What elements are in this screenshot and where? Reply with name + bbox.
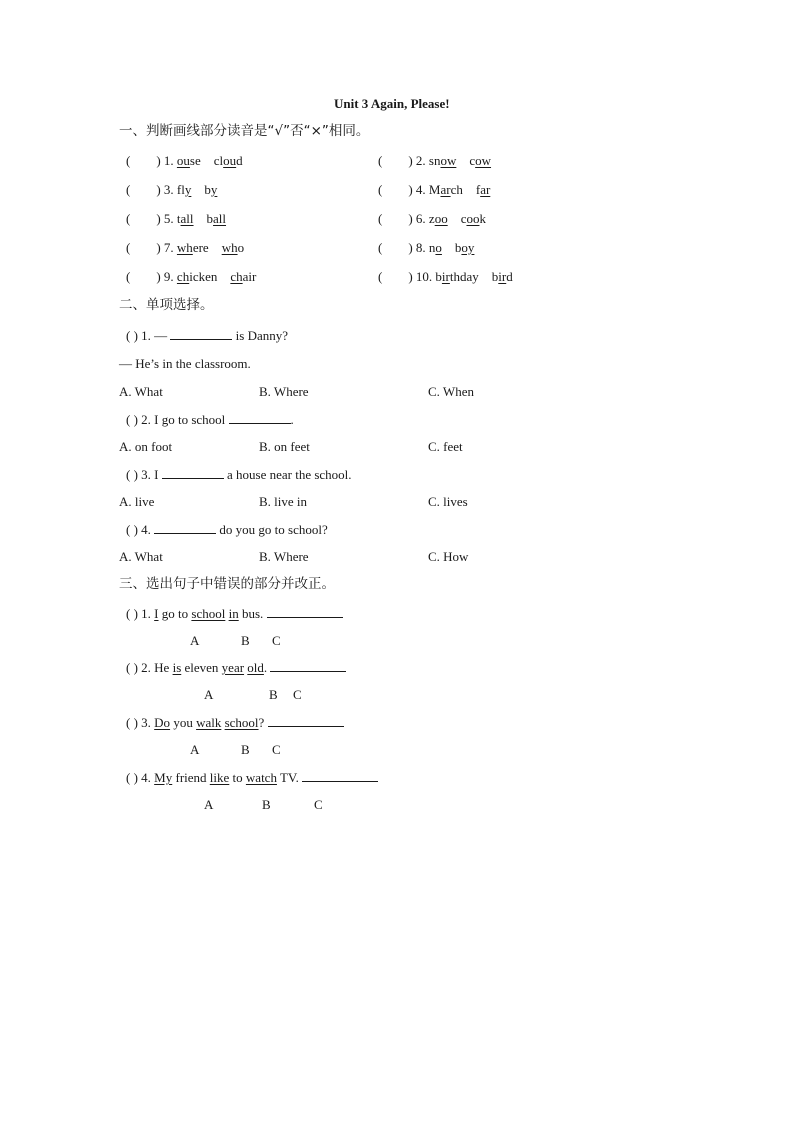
option-a: A. What bbox=[119, 384, 163, 399]
answer-blank bbox=[267, 605, 343, 618]
option-c: C. How bbox=[428, 549, 469, 564]
s1-item-6: ( ) 6. zoo cook bbox=[378, 211, 486, 226]
answer-blank bbox=[162, 466, 224, 479]
option-b: B. Where bbox=[259, 384, 309, 399]
s2-question-3: ( ) 3. I a house near the school. bbox=[126, 467, 352, 482]
label-c: C bbox=[272, 742, 281, 757]
label-b: B bbox=[269, 687, 278, 702]
option-c: C. lives bbox=[428, 494, 468, 509]
label-c: C bbox=[293, 687, 302, 702]
answer-blank bbox=[270, 659, 346, 672]
label-a: A bbox=[204, 797, 214, 812]
s1-item-8: ( ) 8. no boy bbox=[378, 240, 475, 255]
option-b: B. live in bbox=[259, 494, 308, 509]
answer-blank bbox=[154, 521, 216, 534]
option-c: C. feet bbox=[428, 439, 463, 454]
s1-item-3: ( ) 3. fly by bbox=[126, 182, 218, 197]
option-a: A. on foot bbox=[119, 439, 173, 454]
label-c: C bbox=[314, 797, 323, 812]
s3-question-1: ( ) 1. I go to school in bus. bbox=[126, 605, 343, 622]
label-a: A bbox=[204, 687, 214, 702]
label-a: A bbox=[190, 633, 200, 648]
section1-heading: 一、判断画线部分读音是“√”否“×”相同。 bbox=[119, 123, 370, 139]
label-b: B bbox=[241, 633, 250, 648]
option-a: A. What bbox=[119, 549, 163, 564]
s2-q1-answer: — He’s in the classroom. bbox=[119, 356, 251, 371]
option-c: C. When bbox=[428, 384, 474, 399]
option-a: A. live bbox=[119, 494, 155, 509]
label-b: B bbox=[241, 742, 250, 757]
section3-heading: 三、选出句子中错误的部分并改正。 bbox=[119, 576, 335, 592]
s3-question-2: ( ) 2. He is eleven year old. bbox=[126, 659, 346, 676]
s1-item-4: ( ) 4. March far bbox=[378, 182, 491, 197]
section2-heading: 二、单项选择。 bbox=[119, 297, 214, 313]
s1-item-2: ( ) 2. snow cow bbox=[378, 153, 492, 168]
option-b: B. on feet bbox=[259, 439, 310, 454]
answer-blank bbox=[302, 769, 378, 782]
answer-blank bbox=[268, 714, 344, 727]
s1-item-1: ( ) 1. ouse cloud bbox=[126, 153, 243, 168]
label-c: C bbox=[272, 633, 281, 648]
label-a: A bbox=[190, 742, 200, 757]
answer-blank bbox=[170, 327, 232, 340]
label-b: B bbox=[262, 797, 271, 812]
option-b: B. Where bbox=[259, 549, 309, 564]
s1-item-10: ( ) 10. birthday bird bbox=[378, 269, 513, 284]
s2-question-2: ( ) 2. I go to school . bbox=[126, 412, 294, 427]
s1-item-5: ( ) 5. tall ball bbox=[126, 211, 227, 226]
s1-item-9: ( ) 9. chicken chair bbox=[126, 269, 257, 284]
s2-question-1: ( ) 1. — is Danny? bbox=[126, 328, 289, 343]
s1-item-7: ( ) 7. where who bbox=[126, 240, 245, 255]
page-title: Unit 3 Again, Please! bbox=[334, 96, 450, 111]
s3-question-3: ( ) 3. Do you walk school? bbox=[126, 714, 344, 731]
s2-question-4: ( ) 4. do you go to school? bbox=[126, 522, 328, 537]
s3-question-4: ( ) 4. My friend like to watch TV. bbox=[126, 769, 378, 786]
answer-blank bbox=[229, 411, 291, 424]
